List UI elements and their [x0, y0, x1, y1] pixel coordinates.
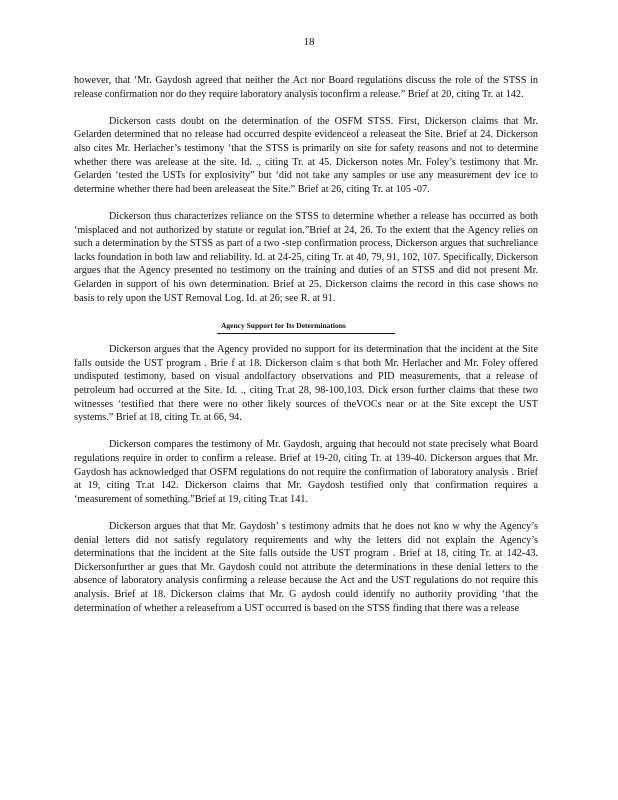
- paragraph-agency-support: Dickerson argues that the Agency provided no support for its determination that the incident at the Site falls outside the UST program . Brie f at 18. Dickerson claim s that both Mr. Herlacher and Mr. Foley offered undisputed testimony, based on visual andolfactory observations and PID measurements, that a release of petroleum had occurred at the Site. Id. ., citing Tr.at 28, 98-100,103. Dick erson further claims that these two witnesses ‘testified that there were no other likely sources of theVOCs near or at the Site except the UST systems.” Brief at 18, citing Tr. at 66, 94.: [74, 344, 538, 424]
- document-body: [74, 74, 538, 629]
- paragraph-denial-letters: Dickerson argues that that Mr. Gaydosh’ s testimony admits that he does not kno w why the Agency’s denial letters did not satisfy regulatory requirements and why the letters did not explain the Agency’s determinations that the incident at the Site falls outside the UST program . Brief at 18, citing Tr. at 142-43. Dickersonfurther ar gues that Mr. Gaydosh could not attribute the determinations in these denial letters to the absence of laboratory analysis confirming a release because the Act and the UST regulations do not require this analysis. Brief at 18. Dickerson claims that Mr. G aydosh could identify no authority providing ‘that the determination of whether a releasefrom a UST occurred is based on the STSS finding that there was a release: [74, 521, 538, 614]
- section-heading: [74, 319, 538, 335]
- paragraph-stss-reliance: Dickerson thus characterizes reliance on the STSS to determine whether a release has occurred as both ‘misplaced and not authorized by statute or regulat ion.”Brief at 24, 26. To the extent that the Agency relies on such a determination by the STSS as part of a two -step confirmation process, Dickerson argues that suchreliance lacks foundation in both law and reliability. Id. at 24-25, citing Tr. at 40, 79, 91, 102, 107. Specifically, Dickerson argues that the Agency presented no testimony on the training and duties of an STSS and did not present Mr. Gelarden in support of his own determination. Brief at 25. Dickerson claims the record in this case shows no basis to rely upon the UST Removal Log. Id. at 26; see R. at 91.: [74, 210, 538, 304]
- paragraph-continuation: however, that ‘Mr. Gaydosh agreed that neither the Act nor Board regulations discuss the role of the STSS in release confirmation nor do they require laboratory analysis toconfirm a release.” Brief at 20, citing Tr. at 142.: [74, 75, 538, 100]
- paragraph-gaydosh-testimony: Dickerson compares the testimony of Mr. Gaydosh, arguing that hecould not state precisely what Board regulations require in order to confirm a release. Brief at 19-20, citing Tr. at 139-40. Dickerson argues that Mr. Gaydosh has acknowledged that OSFM regulations do not require the confirmation of laboratory analysis . Brief at 19, citing Tr.at 142. Dickerson claims that Mr. Gaydosh testified only that confirmation requires a ‘measurement of something.”Brief at 19, citing Tr.at 141.: [74, 439, 538, 505]
- paragraph-stss-doubt: Dickerson casts doubt on the determination of the OSFM STSS. First, Dickerson claims that Mr. Gelarden determined that no release had occurred despite evidenceof a releaseat the Site. Brief at 24. Dickerson also cites Mr. Herlacher’s testimony ‘that the STSS is primarily on site for safety reasons and not to determine whether there was arelease at the site. Id. ., citing Tr. at 45. Dickerson notes Mr. Foley’s testimony that Mr. Gelarden ‘tested the USTs for explosivity” but ‘did not take any samples or use any measurement dev ice to determine whether there had been areleaseat the Site.” Brief at 26, citing Tr. at 105 -07.: [74, 115, 538, 195]
- page-number: 18: [303, 36, 315, 48]
- section-heading-text: Agency Support for Its Determinations: [217, 319, 395, 335]
